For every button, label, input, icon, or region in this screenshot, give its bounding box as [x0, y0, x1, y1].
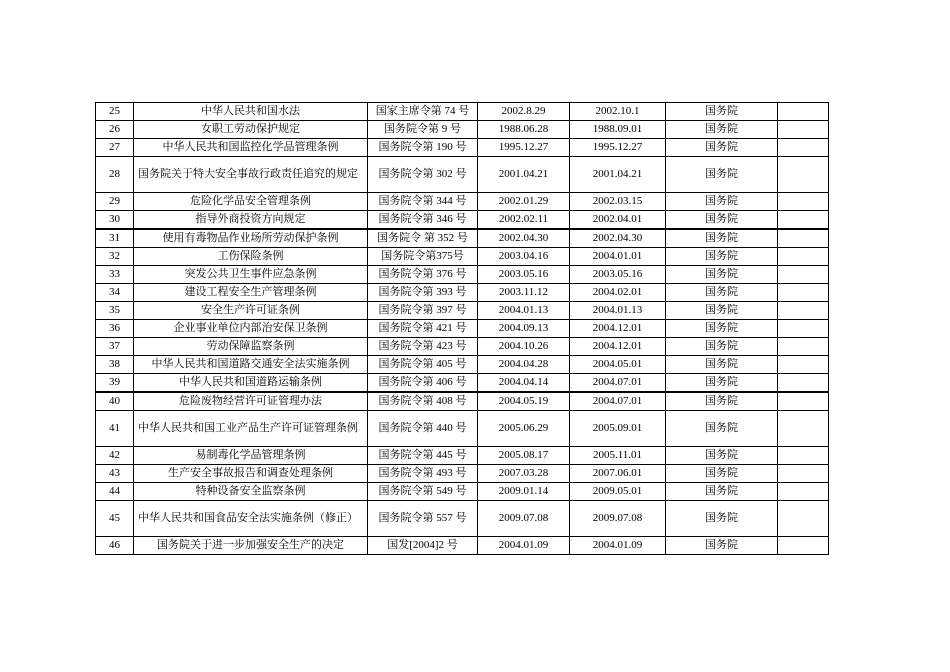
regulation-name: 建设工程安全生产管理条例 [134, 284, 368, 302]
remarks-cell [778, 193, 829, 211]
issuing-authority: 国务院 [666, 411, 778, 447]
effective-date: 2004.12.01 [570, 320, 666, 338]
row-number: 30 [96, 211, 134, 230]
row-number: 37 [96, 338, 134, 356]
issue-date: 2003.11.12 [478, 284, 570, 302]
row-number: 32 [96, 248, 134, 266]
issuing-authority: 国务院 [666, 139, 778, 157]
effective-date: 2009.07.08 [570, 501, 666, 537]
document-number: 国务院令第 549 号 [368, 483, 478, 501]
document-number: 国务院令第 557 号 [368, 501, 478, 537]
remarks-cell [778, 248, 829, 266]
table-row [96, 193, 829, 211]
effective-date: 2004.02.01 [570, 284, 666, 302]
document-number: 国务院令第 445 号 [368, 447, 478, 465]
regulation-name: 企业事业单位内部治安保卫条例 [134, 320, 368, 338]
remarks-cell [778, 157, 829, 193]
issuing-authority: 国务院 [666, 266, 778, 284]
issue-date: 2004.10.26 [478, 338, 570, 356]
regulation-name: 国务院关于进一步加强安全生产的决定 [134, 537, 368, 555]
remarks-cell [778, 211, 829, 230]
row-number: 27 [96, 139, 134, 157]
remarks-cell [778, 320, 829, 338]
table-row [96, 211, 829, 230]
document-number: 国务院令第375号 [368, 248, 478, 266]
document-number: 国发[2004]2 号 [368, 537, 478, 555]
issue-date: 2003.04.16 [478, 248, 570, 266]
issuing-authority: 国务院 [666, 229, 778, 248]
issue-date: 2002.02.11 [478, 211, 570, 230]
table-row [96, 465, 829, 483]
issue-date: 2009.01.14 [478, 483, 570, 501]
regulation-name: 女职工劳动保护规定 [134, 121, 368, 139]
table-row [96, 447, 829, 465]
effective-date: 2004.01.13 [570, 302, 666, 320]
table-row [96, 302, 829, 320]
issuing-authority: 国务院 [666, 465, 778, 483]
remarks-cell [778, 501, 829, 537]
regulation-name: 工伤保险条例 [134, 248, 368, 266]
table-row [96, 501, 829, 537]
regulation-name: 中华人民共和国工业产品生产许可证管理条例 [134, 411, 368, 447]
regulation-name: 中华人民共和国监控化学品管理条例 [134, 139, 368, 157]
regulations-table [95, 102, 829, 555]
issuing-authority: 国务院 [666, 338, 778, 356]
document-number: 国务院令第 346 号 [368, 211, 478, 230]
effective-date: 2002.10.1 [570, 103, 666, 121]
remarks-cell [778, 483, 829, 501]
issue-date: 2004.01.09 [478, 537, 570, 555]
remarks-cell [778, 447, 829, 465]
document-number: 国务院令第 408 号 [368, 392, 478, 411]
remarks-cell [778, 302, 829, 320]
regulation-name: 生产安全事故报告和调查处理条例 [134, 465, 368, 483]
table-row [96, 356, 829, 374]
issuing-authority: 国务院 [666, 302, 778, 320]
table-row [96, 121, 829, 139]
remarks-cell [778, 537, 829, 555]
issuing-authority: 国务院 [666, 392, 778, 411]
row-number: 45 [96, 501, 134, 537]
row-number: 35 [96, 302, 134, 320]
regulation-name: 特种设备安全监察条例 [134, 483, 368, 501]
issuing-authority: 国务院 [666, 501, 778, 537]
row-number: 28 [96, 157, 134, 193]
issue-date: 2007.03.28 [478, 465, 570, 483]
row-number: 43 [96, 465, 134, 483]
document-number: 国务院令第 393 号 [368, 284, 478, 302]
remarks-cell [778, 374, 829, 393]
document-number: 国务院令第 376 号 [368, 266, 478, 284]
effective-date: 2004.07.01 [570, 374, 666, 393]
issue-date: 1995.12.27 [478, 139, 570, 157]
regulation-name: 指导外商投资方向规定 [134, 211, 368, 230]
issue-date: 2004.05.19 [478, 392, 570, 411]
remarks-cell [778, 411, 829, 447]
document-number: 国务院令第 421 号 [368, 320, 478, 338]
remarks-cell [778, 465, 829, 483]
remarks-cell [778, 392, 829, 411]
regulation-name: 易制毒化学品管理条例 [134, 447, 368, 465]
row-number: 38 [96, 356, 134, 374]
row-number: 29 [96, 193, 134, 211]
table-row [96, 374, 829, 393]
issuing-authority: 国务院 [666, 374, 778, 393]
table-row [96, 338, 829, 356]
table-row [96, 411, 829, 447]
remarks-cell [778, 103, 829, 121]
remarks-cell [778, 338, 829, 356]
table-row [96, 320, 829, 338]
effective-date: 2007.06.01 [570, 465, 666, 483]
issuing-authority: 国务院 [666, 483, 778, 501]
effective-date: 2005.09.01 [570, 411, 666, 447]
effective-date: 2004.05.01 [570, 356, 666, 374]
issuing-authority: 国务院 [666, 320, 778, 338]
regulation-name: 突发公共卫生事件应急条例 [134, 266, 368, 284]
issuing-authority: 国务院 [666, 356, 778, 374]
effective-date: 2002.04.30 [570, 229, 666, 248]
table-row [96, 229, 829, 248]
row-number: 36 [96, 320, 134, 338]
row-number: 25 [96, 103, 134, 121]
regulation-name: 使用有毒物品作业场所劳动保护条例 [134, 229, 368, 248]
row-number: 34 [96, 284, 134, 302]
remarks-cell [778, 229, 829, 248]
issue-date: 2004.04.28 [478, 356, 570, 374]
row-number: 31 [96, 229, 134, 248]
effective-date: 2005.11.01 [570, 447, 666, 465]
row-number: 41 [96, 411, 134, 447]
regulation-name: 国务院关于特大安全事故行政责任追究的规定 [134, 157, 368, 193]
effective-date: 2004.01.09 [570, 537, 666, 555]
effective-date: 1995.12.27 [570, 139, 666, 157]
issue-date: 2005.08.17 [478, 447, 570, 465]
issue-date: 2002.01.29 [478, 193, 570, 211]
effective-date: 2004.12.01 [570, 338, 666, 356]
issuing-authority: 国务院 [666, 537, 778, 555]
document-number: 国务院令第 397 号 [368, 302, 478, 320]
table-row [96, 284, 829, 302]
issue-date: 2004.01.13 [478, 302, 570, 320]
effective-date: 2001.04.21 [570, 157, 666, 193]
issuing-authority: 国务院 [666, 284, 778, 302]
regulation-name: 中华人民共和国食品安全法实施条例（修正） [134, 501, 368, 537]
issue-date: 2005.06.29 [478, 411, 570, 447]
document-number: 国务院令第 344 号 [368, 193, 478, 211]
issue-date: 2009.07.08 [478, 501, 570, 537]
table-row [96, 483, 829, 501]
regulation-name: 中华人民共和国道路交通安全法实施条例 [134, 356, 368, 374]
document-number: 国务院令第 440 号 [368, 411, 478, 447]
issuing-authority: 国务院 [666, 157, 778, 193]
remarks-cell [778, 121, 829, 139]
issuing-authority: 国务院 [666, 121, 778, 139]
document-number: 国务院令 第 352 号 [368, 229, 478, 248]
regulation-name: 中华人民共和国水法 [134, 103, 368, 121]
issuing-authority: 国务院 [666, 103, 778, 121]
issuing-authority: 国务院 [666, 248, 778, 266]
table-row [96, 537, 829, 555]
effective-date: 2003.05.16 [570, 266, 666, 284]
effective-date: 1988.09.01 [570, 121, 666, 139]
remarks-cell [778, 356, 829, 374]
document-number: 国务院令第 493 号 [368, 465, 478, 483]
effective-date: 2002.04.01 [570, 211, 666, 230]
issuing-authority: 国务院 [666, 193, 778, 211]
remarks-cell [778, 266, 829, 284]
regulation-name: 危险废物经营许可证管理办法 [134, 392, 368, 411]
row-number: 40 [96, 392, 134, 411]
document-number: 国务院令第 302 号 [368, 157, 478, 193]
issuing-authority: 国务院 [666, 211, 778, 230]
document-number: 国务院令第 423 号 [368, 338, 478, 356]
row-number: 44 [96, 483, 134, 501]
issue-date: 2004.04.14 [478, 374, 570, 393]
issue-date: 2003.05.16 [478, 266, 570, 284]
document-number: 国务院令第 9 号 [368, 121, 478, 139]
effective-date: 2002.03.15 [570, 193, 666, 211]
issue-date: 2004.09.13 [478, 320, 570, 338]
document-number: 国家主席令第 74 号 [368, 103, 478, 121]
document-number: 国务院令第 406 号 [368, 374, 478, 393]
document-number: 国务院令第 190 号 [368, 139, 478, 157]
issue-date: 1988.06.28 [478, 121, 570, 139]
effective-date: 2004.01.01 [570, 248, 666, 266]
remarks-cell [778, 139, 829, 157]
issue-date: 2001.04.21 [478, 157, 570, 193]
table-row [96, 103, 829, 121]
regulation-name: 劳动保障监察条例 [134, 338, 368, 356]
row-number: 33 [96, 266, 134, 284]
row-number: 39 [96, 374, 134, 393]
table-row [96, 392, 829, 411]
table-row [96, 248, 829, 266]
effective-date: 2009.05.01 [570, 483, 666, 501]
table-row [96, 157, 829, 193]
table-row [96, 266, 829, 284]
regulation-name: 中华人民共和国道路运输条例 [134, 374, 368, 393]
issuing-authority: 国务院 [666, 447, 778, 465]
issue-date: 2002.04.30 [478, 229, 570, 248]
row-number: 46 [96, 537, 134, 555]
effective-date: 2004.07.01 [570, 392, 666, 411]
regulation-name: 危险化学品安全管理条例 [134, 193, 368, 211]
row-number: 42 [96, 447, 134, 465]
table-row [96, 139, 829, 157]
regulation-name: 安全生产许可证条例 [134, 302, 368, 320]
row-number: 26 [96, 121, 134, 139]
regulations-table-body [96, 103, 829, 555]
remarks-cell [778, 284, 829, 302]
issue-date: 2002.8.29 [478, 103, 570, 121]
document-number: 国务院令第 405 号 [368, 356, 478, 374]
